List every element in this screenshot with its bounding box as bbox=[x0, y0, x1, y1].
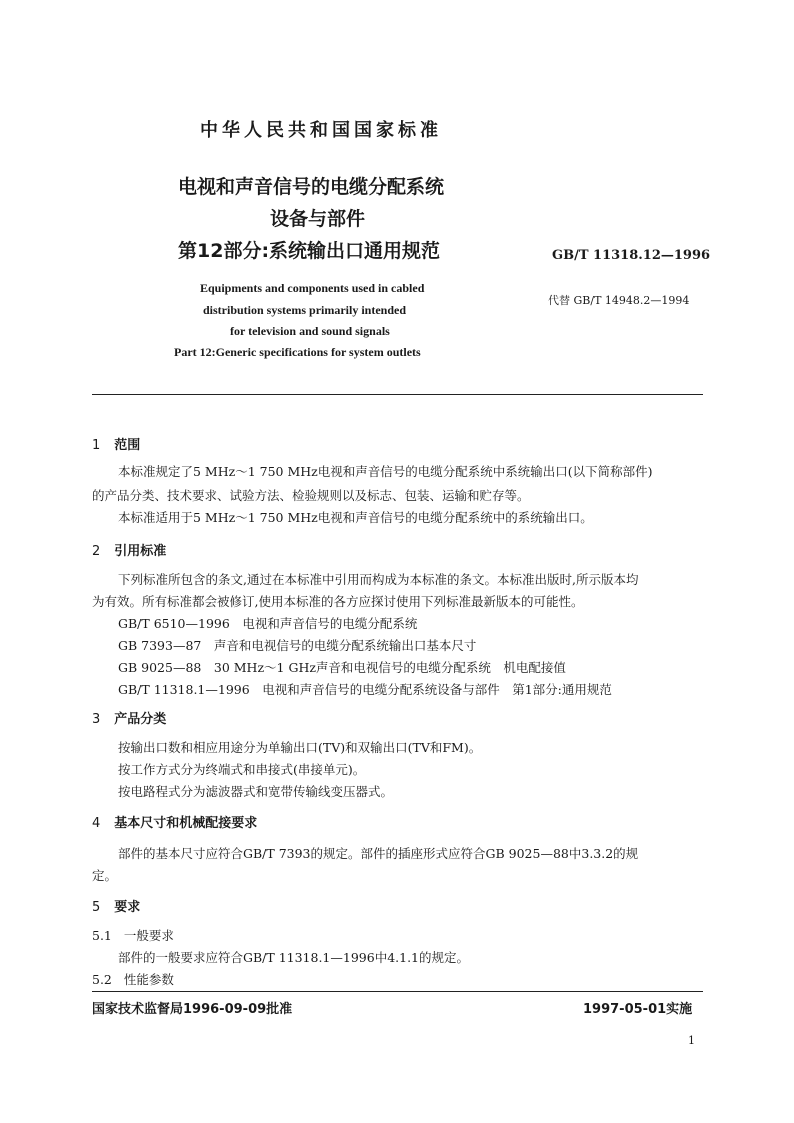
paragraph: 部件的基本尺寸应符合GB/T 7393的规定。部件的插座形式应符合GB 9025—88中3.3.2的规 bbox=[118, 846, 639, 861]
reference-item: GB/T 6510—1996 电视和声音信号的电缆分配系统 bbox=[118, 616, 418, 631]
paragraph: 定。 bbox=[92, 868, 118, 883]
section-number: 3 bbox=[92, 712, 101, 727]
paragraph: 本标准适用于5 MHz～1 750 MHz电视和声音信号的电缆分配系统中的系统输出口。 bbox=[118, 510, 593, 525]
document-title-line-2: 设备与部件 bbox=[270, 208, 366, 230]
subsection-title: 一般要求 bbox=[123, 928, 174, 943]
subsection-5-1-heading bbox=[92, 926, 174, 944]
subsection-number: 5.1 bbox=[92, 928, 112, 943]
document-title-line-3: 第12部分:系统输出口通用规范 bbox=[178, 240, 441, 262]
subsection-title: 性能参数 bbox=[123, 972, 174, 987]
section-title: 引用标准 bbox=[114, 544, 167, 559]
section-title: 产品分类 bbox=[114, 712, 167, 727]
subsection-5-2-heading bbox=[92, 970, 174, 988]
page-number: 1 bbox=[688, 1034, 695, 1047]
implementation-date: 1997-05-01实施 bbox=[583, 1002, 693, 1017]
section-title: 要求 bbox=[114, 900, 141, 915]
section-5-heading bbox=[92, 896, 140, 915]
section-2-heading bbox=[92, 540, 166, 559]
national-standard-heading: 中华人民共和国国家标准 bbox=[200, 120, 442, 141]
english-title-line: for television and sound signals bbox=[230, 324, 390, 338]
header-divider bbox=[92, 394, 703, 395]
paragraph: 为有效。所有标准都会被修订,使用本标准的各方应探讨使用下列标准最新版本的可能性。 bbox=[92, 594, 584, 609]
section-3-heading bbox=[92, 708, 166, 727]
paragraph: 部件的一般要求应符合GB/T 11318.1—1996中4.1.1的规定。 bbox=[118, 950, 470, 965]
footer-divider bbox=[92, 991, 703, 992]
section-number: 5 bbox=[92, 900, 101, 915]
section-title: 范围 bbox=[114, 438, 141, 453]
list-item: 按输出口数和相应用途分为单输出口(TV)和双输出口(TV和FM)。 bbox=[118, 740, 482, 755]
reference-item: GB 9025—88 30 MHz～1 GHz声音和电视信号的电缆分配系统 机电配接值 bbox=[118, 660, 566, 675]
english-title-line: Part 12:Generic specifications for system outlets bbox=[174, 345, 421, 359]
standard-number: GB/T 11318.12—1996 bbox=[552, 248, 711, 263]
paragraph: 下列标准所包含的条文,通过在本标准中引用而构成为本标准的条文。本标准出版时,所示版本均 bbox=[118, 572, 639, 587]
section-title: 基本尺寸和机械配接要求 bbox=[114, 816, 258, 831]
english-title-line: Equipments and components used in cabled bbox=[200, 281, 425, 295]
approval-date: 国家技术监督局1996-09-09批准 bbox=[92, 1002, 293, 1017]
paragraph: 的产品分类、技术要求、试验方法、检验规则以及标志、包装、运输和贮存等。 bbox=[92, 488, 530, 503]
subsection-number: 5.2 bbox=[92, 972, 112, 987]
english-title-line: distribution systems primarily intended bbox=[203, 303, 407, 317]
section-1-heading bbox=[92, 434, 140, 453]
list-item: 按电路程式分为滤波器式和宽带传输线变压器式。 bbox=[118, 784, 394, 799]
section-number: 1 bbox=[92, 438, 101, 453]
reference-item: GB 7393—87 声音和电视信号的电缆分配系统输出口基本尺寸 bbox=[118, 638, 477, 653]
list-item: 按工作方式分为终端式和串接式(串接单元)。 bbox=[118, 762, 366, 777]
replaces-note: 代替 GB/T 14948.2—1994 bbox=[548, 294, 690, 307]
document-title-line-1: 电视和声音信号的电缆分配系统 bbox=[178, 176, 445, 198]
section-4-heading bbox=[92, 812, 257, 831]
reference-item: GB/T 11318.1—1996 电视和声音信号的电缆分配系统设备与部件 第1部分:通用规范 bbox=[118, 682, 612, 697]
paragraph: 本标准规定了5 MHz～1 750 MHz电视和声音信号的电缆分配系统中系统输出口(以下简称部件) bbox=[118, 464, 653, 479]
section-number: 4 bbox=[92, 816, 101, 831]
section-number: 2 bbox=[92, 544, 101, 559]
